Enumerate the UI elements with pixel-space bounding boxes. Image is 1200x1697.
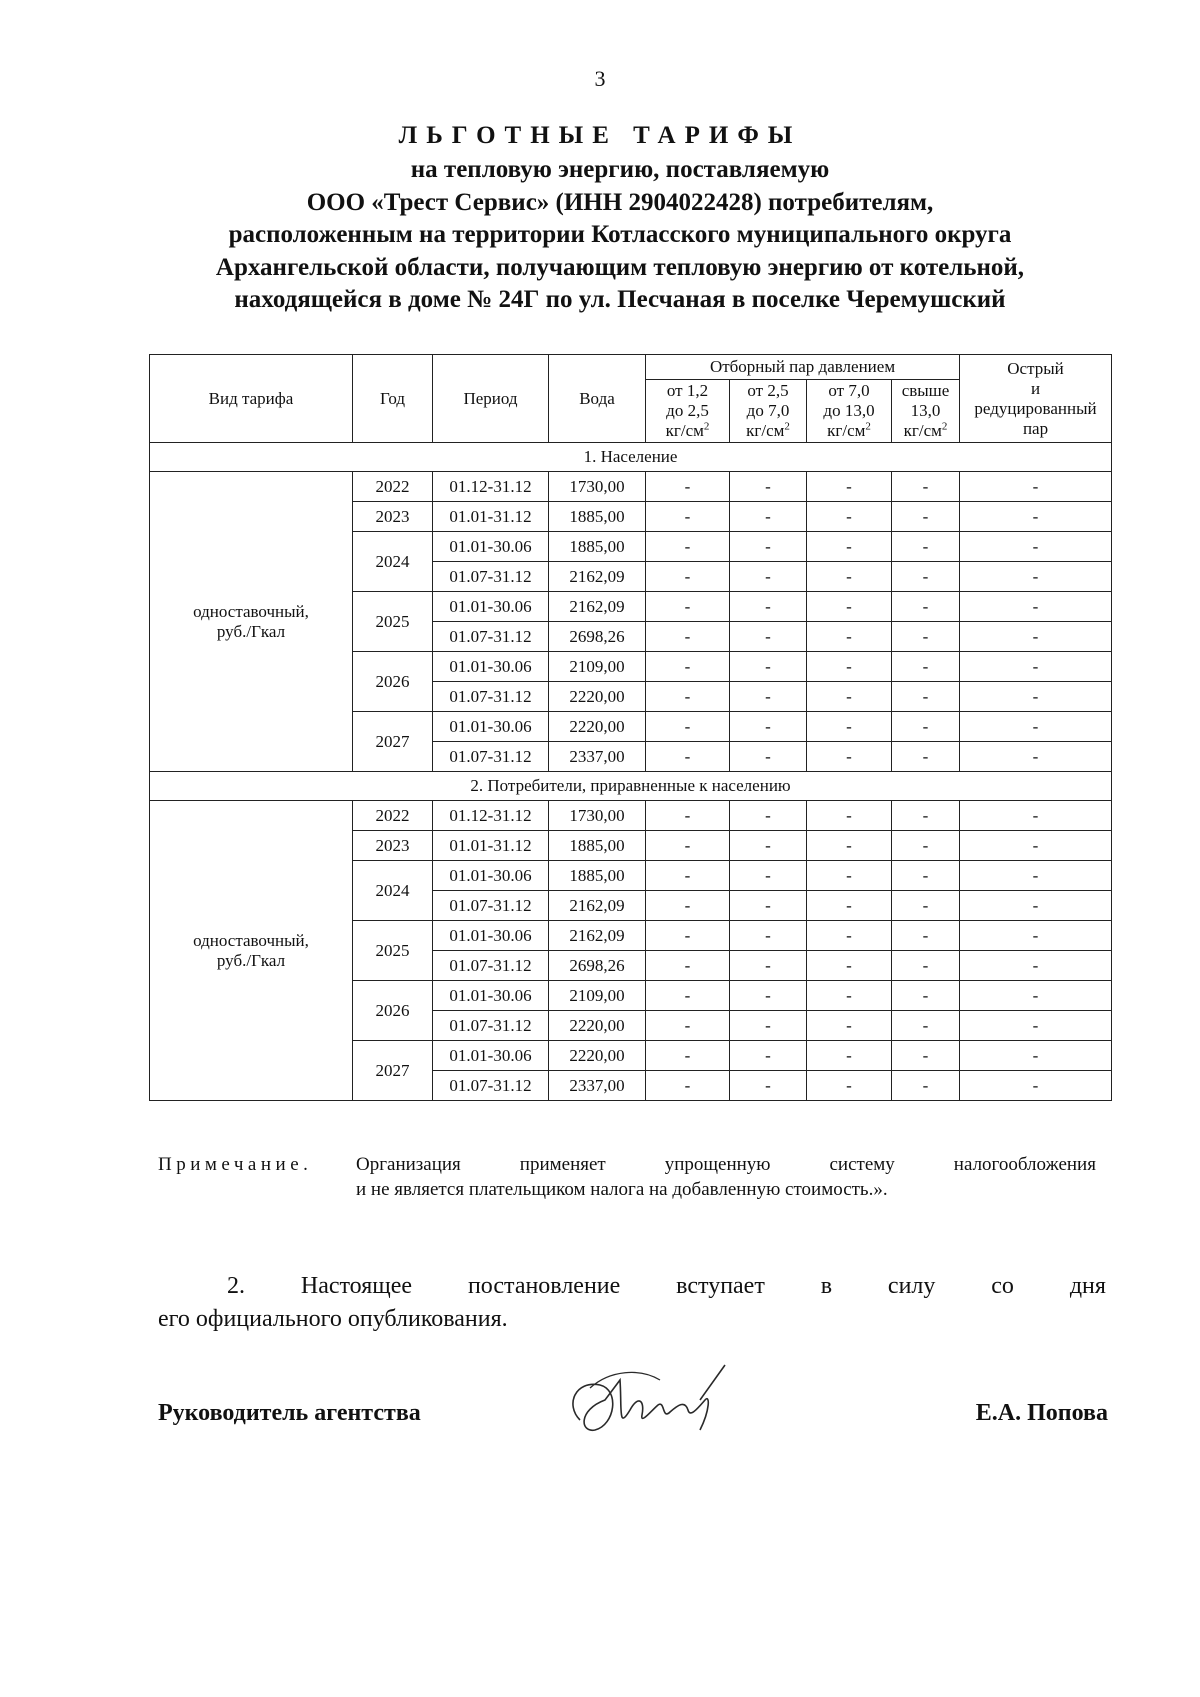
water-cell: 1885,00 [549, 831, 646, 861]
empty-value-cell: - [646, 1071, 730, 1101]
water-cell: 1885,00 [549, 532, 646, 562]
period-cell: 01.07-31.12 [433, 1011, 549, 1041]
period-cell: 01.12-31.12 [433, 472, 549, 502]
empty-value-cell: - [646, 652, 730, 682]
empty-value-cell: - [807, 682, 892, 712]
tariff-type-cell [150, 801, 353, 1101]
paragraph-word: дня [1069, 1273, 1106, 1299]
empty-value-cell: - [646, 472, 730, 502]
empty-value-cell: - [646, 981, 730, 1011]
note-word: систему [829, 1154, 895, 1175]
empty-value-cell: - [730, 831, 807, 861]
year-cell: 2027 [353, 712, 433, 772]
empty-value-cell: - [892, 682, 960, 712]
empty-value-cell: - [646, 742, 730, 772]
header-line: до 7,0 [746, 401, 790, 420]
water-cell: 2698,26 [549, 951, 646, 981]
empty-value-cell: - [892, 562, 960, 592]
empty-value-cell: - [646, 1011, 730, 1041]
year-cell: 2022 [353, 472, 433, 502]
period-cell: 01.01-30.06 [433, 652, 549, 682]
empty-value-cell: - [646, 951, 730, 981]
tariff-type-line: одноставочный, [193, 930, 309, 950]
header-water: Вода [549, 355, 646, 443]
water-cell: 2109,00 [549, 981, 646, 1011]
year-cell: 2025 [353, 592, 433, 652]
empty-value-cell: - [730, 981, 807, 1011]
period-cell: 01.07-31.12 [433, 951, 549, 981]
header-period: Период [433, 355, 549, 443]
empty-value-cell: - [892, 1041, 960, 1071]
year-cell: 2022 [353, 801, 433, 831]
empty-value-cell: - [730, 1011, 807, 1041]
period-cell: 01.01-30.06 [433, 532, 549, 562]
header-sharp-line: и [1030, 378, 1041, 398]
empty-value-cell: - [730, 682, 807, 712]
empty-value-cell: - [960, 472, 1112, 502]
document-subtitle [140, 154, 1100, 317]
empty-value-cell: - [646, 712, 730, 742]
subtitle-line: расположенным на территории Котласского муниципального округа [228, 221, 1012, 248]
year-cell: 2026 [353, 652, 433, 712]
period-cell: 01.01-30.06 [433, 712, 549, 742]
empty-value-cell: - [646, 831, 730, 861]
empty-value-cell: - [730, 742, 807, 772]
year-cell: 2024 [353, 861, 433, 921]
note-line-1 [356, 1152, 1096, 1177]
empty-value-cell: - [892, 861, 960, 891]
water-cell: 1730,00 [549, 801, 646, 831]
empty-value-cell: - [892, 472, 960, 502]
paragraph-word: в [820, 1273, 833, 1299]
empty-value-cell: - [960, 951, 1112, 981]
empty-value-cell: - [960, 921, 1112, 951]
empty-value-cell: - [807, 1041, 892, 1071]
empty-value-cell: - [730, 502, 807, 532]
note-label: Примечание. [158, 1154, 313, 1175]
period-cell: 01.01-31.12 [433, 831, 549, 861]
empty-value-cell: - [807, 951, 892, 981]
empty-value-cell: - [960, 532, 1112, 562]
year-cell: 2023 [353, 502, 433, 532]
signatory-name: Е.А. Попова [975, 1400, 1108, 1426]
empty-value-cell: - [730, 891, 807, 921]
water-cell: 2337,00 [549, 742, 646, 772]
note-word: упрощенную [664, 1154, 771, 1175]
tariff-type-cell [150, 472, 353, 772]
empty-value-cell: - [646, 921, 730, 951]
page-number: 3 [594, 66, 606, 91]
period-cell: 01.07-31.12 [433, 891, 549, 921]
year-cell: 2023 [353, 831, 433, 861]
empty-value-cell: - [730, 1041, 807, 1071]
empty-value-cell: - [892, 532, 960, 562]
empty-value-cell: - [646, 622, 730, 652]
header-steam-group: Отборный пар давлением [646, 355, 960, 380]
water-cell: 1885,00 [549, 502, 646, 532]
empty-value-cell: - [807, 831, 892, 861]
empty-value-cell: - [807, 742, 892, 772]
header-line: $кг/см^2$ [665, 420, 710, 440]
period-cell: 01.01-30.06 [433, 1041, 549, 1071]
signatory-position: Руководитель агентства [158, 1400, 421, 1426]
tariff-type-line: одноставочный, [193, 601, 309, 621]
empty-value-cell: - [960, 861, 1112, 891]
empty-value-cell: - [960, 592, 1112, 622]
water-cell: 1730,00 [549, 472, 646, 502]
period-cell: 01.12-31.12 [433, 801, 549, 831]
empty-value-cell: - [960, 1071, 1112, 1101]
water-cell: 2109,00 [549, 652, 646, 682]
header-line: от 1,2 [666, 381, 709, 400]
empty-value-cell: - [646, 1041, 730, 1071]
empty-value-cell: - [892, 831, 960, 861]
header-line: свыше [901, 381, 950, 400]
water-cell: 2698,26 [549, 622, 646, 652]
empty-value-cell: - [892, 502, 960, 532]
water-cell: 2220,00 [549, 712, 646, 742]
note-word: Организация [356, 1154, 461, 1175]
note-line-2: и не является плательщиком налога на добавленную стоимость.». [356, 1179, 888, 1200]
empty-value-cell: - [807, 1011, 892, 1041]
empty-value-cell: - [892, 951, 960, 981]
paragraph-word: Настоящее [300, 1273, 413, 1299]
empty-value-cell: - [730, 801, 807, 831]
header-line: $кг/см^2$ [903, 420, 948, 440]
header-line: до 13,0 [823, 401, 875, 420]
empty-value-cell: - [892, 1011, 960, 1041]
table-row [150, 472, 1112, 502]
empty-value-cell: - [646, 891, 730, 921]
period-cell: 01.01-31.12 [433, 502, 549, 532]
header-sharp-line: Острый [1007, 358, 1064, 378]
header-sharp-line: пар [1022, 418, 1049, 438]
empty-value-cell: - [807, 921, 892, 951]
subtitle-line: на тепловую энергию, поставляемую [410, 156, 830, 183]
year-cell: 2024 [353, 532, 433, 592]
empty-value-cell: - [646, 801, 730, 831]
water-cell: 2162,09 [549, 562, 646, 592]
empty-value-cell: - [730, 652, 807, 682]
paragraph-word: силу [887, 1273, 936, 1299]
period-cell: 01.01-30.06 [433, 921, 549, 951]
empty-value-cell: - [960, 831, 1112, 861]
handwritten-signature [560, 1350, 740, 1450]
empty-value-cell: - [730, 562, 807, 592]
year-cell: 2026 [353, 981, 433, 1041]
period-cell: 01.07-31.12 [433, 562, 549, 592]
water-cell: 2162,09 [549, 592, 646, 622]
empty-value-cell: - [892, 592, 960, 622]
table-row [150, 801, 1112, 831]
empty-value-cell: - [807, 592, 892, 622]
header-steam-4 [892, 380, 960, 443]
empty-value-cell: - [807, 472, 892, 502]
paragraph-2 [158, 1270, 1106, 1336]
header-line: 13,0 [910, 401, 941, 420]
empty-value-cell: - [807, 712, 892, 742]
empty-value-cell: - [730, 712, 807, 742]
header-steam-1 [646, 380, 730, 443]
empty-value-cell: - [960, 742, 1112, 772]
water-cell: 2162,09 [549, 921, 646, 951]
empty-value-cell: - [807, 532, 892, 562]
empty-value-cell: - [646, 502, 730, 532]
tariff-table [149, 354, 1112, 1101]
subtitle-line: находящейся в доме № 24Г по ул. Песчаная в поселке Черемушский [234, 286, 1006, 313]
paragraph-word: вступает [676, 1273, 765, 1299]
water-cell: 1885,00 [549, 861, 646, 891]
header-line: $кг/см^2$ [827, 420, 871, 440]
year-cell: 2025 [353, 921, 433, 981]
header-sharp-steam [960, 355, 1112, 443]
empty-value-cell: - [646, 861, 730, 891]
section-header-row [150, 772, 1112, 801]
empty-value-cell: - [807, 891, 892, 921]
empty-value-cell: - [730, 861, 807, 891]
empty-value-cell: - [960, 1011, 1112, 1041]
empty-value-cell: - [730, 951, 807, 981]
header-tariff-type: Вид тарифа [150, 355, 353, 443]
subtitle-line: ООО «Трест Сервис» (ИНН 2904022428) потребителям, [306, 188, 934, 216]
empty-value-cell: - [892, 981, 960, 1011]
empty-value-cell: - [646, 532, 730, 562]
note-word: налогообложения [953, 1154, 1096, 1175]
paragraph-word: 2. [227, 1273, 245, 1299]
water-cell: 2337,00 [549, 1071, 646, 1101]
empty-value-cell: - [892, 622, 960, 652]
paragraph-word: постановление [467, 1273, 621, 1299]
header-year: Год [353, 355, 433, 443]
note-word: применяет [519, 1154, 606, 1175]
water-cell: 2220,00 [549, 1041, 646, 1071]
period-cell: 01.07-31.12 [433, 622, 549, 652]
paragraph-line-2: его официального опубликования. [158, 1306, 508, 1332]
water-cell: 2220,00 [549, 1011, 646, 1041]
empty-value-cell: - [960, 1041, 1112, 1071]
empty-value-cell: - [960, 891, 1112, 921]
empty-value-cell: - [960, 622, 1112, 652]
empty-value-cell: - [892, 891, 960, 921]
empty-value-cell: - [960, 981, 1112, 1011]
document-title: ЛЬГОТНЫЕ ТАРИФЫ [398, 122, 802, 149]
period-cell: 01.01-30.06 [433, 981, 549, 1011]
empty-value-cell: - [646, 592, 730, 622]
empty-value-cell: - [807, 981, 892, 1011]
header-sharp-line: редуцированный [974, 398, 1097, 418]
tariff-type-line: руб./Гкал [216, 621, 286, 641]
empty-value-cell: - [960, 712, 1112, 742]
empty-value-cell: - [960, 502, 1112, 532]
empty-value-cell: - [807, 502, 892, 532]
period-cell: 01.07-31.12 [433, 742, 549, 772]
empty-value-cell: - [960, 652, 1112, 682]
empty-value-cell: - [730, 1071, 807, 1101]
header-line: $кг/см^2$ [746, 420, 790, 440]
section-title: 1. Население [150, 443, 1112, 472]
empty-value-cell: - [892, 742, 960, 772]
empty-value-cell: - [892, 652, 960, 682]
empty-value-cell: - [807, 562, 892, 592]
empty-value-cell: - [807, 622, 892, 652]
header-steam-3 [807, 380, 892, 443]
empty-value-cell: - [892, 712, 960, 742]
empty-value-cell: - [646, 682, 730, 712]
empty-value-cell: - [892, 801, 960, 831]
paragraph-line-1 [158, 1270, 1106, 1303]
empty-value-cell: - [807, 801, 892, 831]
header-line: от 7,0 [828, 381, 870, 400]
empty-value-cell: - [730, 472, 807, 502]
empty-value-cell: - [892, 1071, 960, 1101]
header-line: от 2,5 [747, 381, 789, 400]
section-header-row [150, 443, 1112, 472]
empty-value-cell: - [807, 1071, 892, 1101]
empty-value-cell: - [960, 682, 1112, 712]
period-cell: 01.01-30.06 [433, 592, 549, 622]
empty-value-cell: - [807, 652, 892, 682]
tariff-table-body [150, 443, 1112, 1101]
empty-value-cell: - [730, 592, 807, 622]
empty-value-cell: - [807, 861, 892, 891]
empty-value-cell: - [730, 622, 807, 652]
header-steam-2 [730, 380, 807, 443]
empty-value-cell: - [646, 562, 730, 592]
period-cell: 01.07-31.12 [433, 682, 549, 712]
tariff-type-line: руб./Гкал [216, 950, 286, 970]
empty-value-cell: - [892, 921, 960, 951]
water-cell: 2162,09 [549, 891, 646, 921]
subtitle-line: Архангельской области, получающим тепловую энергию от котельной, [215, 253, 1025, 281]
empty-value-cell: - [960, 801, 1112, 831]
empty-value-cell: - [730, 921, 807, 951]
empty-value-cell: - [730, 532, 807, 562]
section-title: 2. Потребители, приравненные к населению [150, 772, 1112, 801]
period-cell: 01.07-31.12 [433, 1071, 549, 1101]
paragraph-word: со [991, 1273, 1014, 1299]
empty-value-cell: - [960, 562, 1112, 592]
period-cell: 01.01-30.06 [433, 861, 549, 891]
year-cell: 2027 [353, 1041, 433, 1101]
water-cell: 2220,00 [549, 682, 646, 712]
header-line: до 2,5 [666, 401, 709, 420]
